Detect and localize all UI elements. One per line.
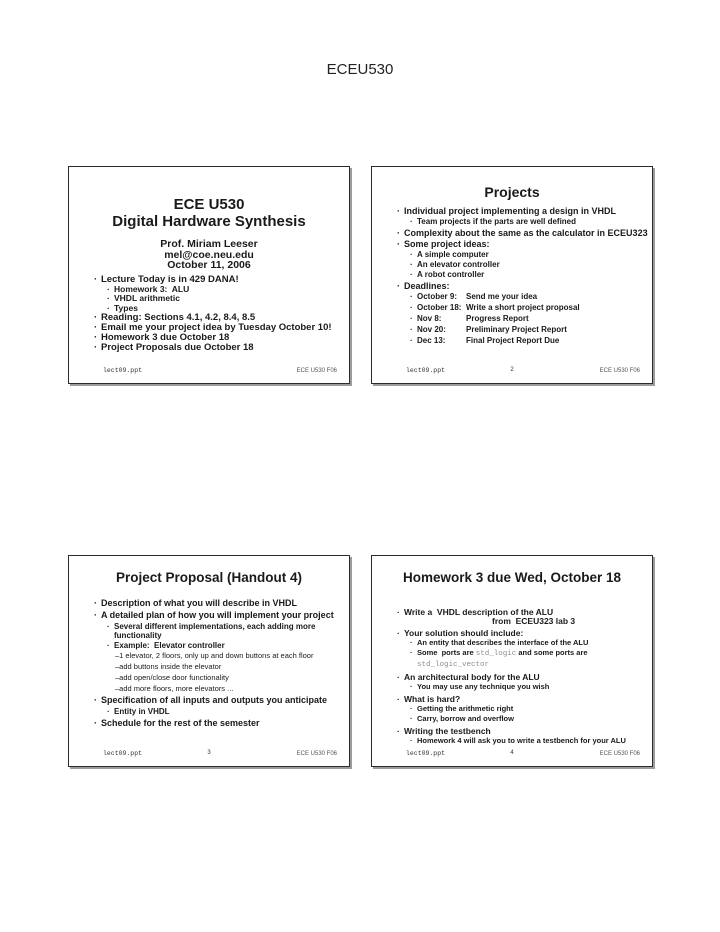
bullet-text: Types	[114, 302, 138, 313]
bullet-text: Deadlines:	[404, 280, 450, 291]
deadline-row	[410, 302, 650, 313]
bullet-text: Homework 4 will ask you to write a testbench for your ALU	[417, 736, 626, 745]
slide-title-line: Projects	[484, 184, 540, 200]
sub-bullet-item	[107, 641, 347, 650]
slide-footer	[372, 367, 652, 374]
bullet-marker: ·	[397, 239, 400, 249]
footer-page-number: 3	[207, 750, 211, 756]
center-text-line	[94, 239, 347, 250]
bullet-marker: ·	[410, 736, 413, 745]
footer-page-number: 4	[510, 750, 514, 756]
slide-title	[372, 184, 652, 200]
bullet-marker: ·	[107, 302, 110, 313]
slide-title-line: Homework 3 due Wed, October 18	[402, 570, 622, 585]
page-header-title: ECEU530	[326, 61, 394, 78]
slide-4	[371, 555, 653, 767]
center-text: Prof. Miriam Leeser	[160, 238, 258, 250]
bullet-text: Team projects if the parts are well defined	[417, 216, 577, 226]
sub-bullet-item	[410, 260, 650, 270]
slide-content	[372, 206, 652, 346]
slide-footer	[372, 750, 652, 757]
bullet-item	[94, 598, 347, 609]
text-segment: Some ports are	[417, 648, 476, 657]
bullet-text: Description of what you will describe in VHDL	[101, 598, 298, 608]
bullet-marker: ·	[94, 273, 98, 285]
bullet-marker: ·	[410, 682, 413, 691]
bullet-text: –1 elevator, 2 floors, only up and down buttons at each floor	[115, 650, 314, 660]
bullet-marker: ·	[397, 726, 400, 736]
bullet-item	[397, 628, 650, 638]
bullet-text: Several different implementations, each adding more functionality	[114, 621, 318, 640]
bullet-text: Example: Elevator controller	[114, 640, 225, 650]
bullet-item	[397, 281, 650, 292]
bullet-text: A detailed plan of how you will implement your project	[101, 610, 334, 621]
code-token: std_logic_vector	[417, 661, 490, 669]
bullet-text: What is hard?	[404, 694, 461, 704]
footer-course-label: ECE U530 F06	[296, 368, 337, 374]
bullet-marker: ·	[107, 283, 110, 294]
bullet-text: Your solution should include:	[404, 628, 524, 638]
sub-bullet-item	[410, 682, 650, 692]
bullet-marker: ·	[397, 672, 400, 682]
code-token: std_logic	[475, 650, 517, 658]
bullet-text: Project Proposals due October 18	[101, 342, 254, 353]
bullet-marker: ·	[397, 628, 400, 638]
slide-title	[69, 570, 349, 585]
sub-bullet-item	[410, 736, 650, 746]
center-text: mel@coe.neu.edu	[164, 248, 254, 261]
bullet-marker: ·	[410, 259, 413, 269]
deadline-desc: Final Project Report Due	[466, 336, 560, 345]
deadline-desc: Write a short project proposal	[466, 303, 580, 312]
bullet-marker: ·	[410, 648, 413, 657]
bullet-text: VHDL arithmetic	[114, 293, 180, 304]
footer-course-label: ECE U530 F06	[296, 751, 337, 757]
continuation-text: from ECEU323 lab 3	[492, 616, 576, 626]
bullet-marker: ·	[397, 227, 400, 238]
deadline-term: October 9:	[417, 292, 458, 301]
footer-filename: lect09.ppt	[406, 750, 446, 757]
deadline-row	[410, 313, 650, 324]
slide-title-line: Digital Hardware Synthesis	[112, 213, 306, 230]
dash-item	[115, 651, 347, 661]
bullet-text: Carry, borrow and overflow	[417, 714, 514, 723]
bullet-marker: ·	[410, 249, 413, 259]
bullet-text: A simple computer	[417, 249, 489, 259]
bullet-marker: ·	[94, 695, 97, 706]
bullet-text: Email me your project idea by Tuesday October 10!	[101, 322, 332, 333]
bullet-text: You may use any technique you wish	[417, 682, 550, 691]
dash-item	[115, 662, 347, 672]
bullet-text: Schedule for the rest of the semester	[101, 717, 260, 728]
bullet-marker: ·	[410, 303, 413, 312]
bullet-marker: ·	[107, 621, 110, 631]
bullet-marker: ·	[94, 332, 98, 343]
bullet-item	[397, 694, 650, 704]
bullet-item	[397, 228, 650, 239]
bullet-text: An architectural body for the ALU	[404, 672, 540, 682]
bullet-marker: ·	[107, 706, 110, 716]
sub-bullet-item	[410, 648, 650, 670]
slide-3	[68, 555, 350, 767]
sub-bullet-item	[107, 622, 347, 641]
bullet-text: Writing the testbench	[404, 726, 491, 736]
bullet-text: Homework 3: ALU	[114, 283, 190, 294]
bullet-marker: ·	[410, 714, 413, 723]
bullet-marker: ·	[410, 336, 413, 345]
bullet-item	[94, 718, 347, 729]
deadline-row	[410, 324, 650, 335]
sub-bullet-item	[410, 714, 650, 724]
slide-title-line: Project Proposal (Handout 4)	[115, 570, 303, 585]
bullet-item	[397, 206, 650, 217]
bullet-text: Complexity about the same as the calculator in ECEU323	[404, 227, 648, 238]
bullet-marker: ·	[397, 280, 400, 291]
bullet-marker: ·	[410, 704, 413, 713]
bullet-text: Homework 3 due October 18	[101, 332, 230, 343]
footer-filename: lect09.ppt	[406, 367, 446, 374]
dash-item	[115, 673, 347, 683]
bullet-text: Specification of all inputs and outputs you anticipate	[101, 695, 328, 706]
sub-bullet-item	[107, 294, 347, 303]
bullet-text: Getting the arithmetic right	[417, 704, 514, 713]
bullet-marker: ·	[397, 607, 400, 617]
sub-bullet-item	[410, 638, 650, 648]
slide-2	[371, 166, 653, 384]
dash-item	[115, 684, 347, 694]
deadline-term: Nov 20:	[417, 325, 446, 334]
bullet-marker: ·	[94, 598, 97, 608]
bullet-item	[94, 695, 347, 706]
bullet-marker: ·	[410, 325, 413, 334]
slide-title	[372, 570, 652, 585]
bullet-item	[397, 672, 650, 682]
bullet-text: An entity that describes the interface of the ALU	[417, 638, 589, 647]
bullet-text	[417, 648, 650, 670]
sub-bullet-item	[410, 250, 650, 260]
bullet-marker: ·	[410, 314, 413, 323]
bullet-marker: ·	[410, 269, 413, 279]
bullet-item	[94, 343, 347, 353]
bullet-marker: ·	[94, 312, 98, 323]
bullet-text: Entity in VHDL	[114, 706, 170, 716]
sub-bullet-item	[410, 217, 650, 227]
bullet-text: Individual project implementing a design in VHDL	[404, 206, 617, 216]
footer-filename: lect09.ppt	[103, 750, 143, 757]
bullet-text: Reading: Sections 4.1, 4.2, 8.4, 8.5	[101, 312, 256, 323]
bullet-text: –add more floors, more elevators ...	[115, 683, 234, 693]
deadline-term: October 18:	[417, 303, 462, 312]
slide-footer	[69, 750, 349, 757]
slide-title-line: ECE U530	[173, 196, 245, 213]
footer-filename: lect09.ppt	[103, 367, 143, 374]
bullet-marker: ·	[94, 322, 98, 333]
sub-bullet-item	[107, 707, 347, 716]
slide-content	[69, 239, 349, 353]
sub-bullet-item	[410, 270, 650, 280]
bullet-marker: ·	[410, 638, 413, 647]
continuation-line	[492, 617, 650, 626]
bullet-marker: ·	[397, 206, 400, 216]
bullet-text: –add open/close door functionality	[115, 672, 229, 682]
bullet-marker: ·	[107, 640, 110, 650]
bullet-text: A robot controller	[417, 269, 485, 279]
center-text-line	[94, 260, 347, 271]
deadline-desc: Send me your idea	[466, 292, 538, 301]
slide-content	[372, 607, 652, 746]
bullet-marker: ·	[94, 610, 97, 621]
footer-course-label: ECE U530 F06	[599, 751, 640, 757]
bullet-text: Lecture Today is in 429 DANA!	[101, 273, 239, 285]
slide-1	[68, 166, 350, 384]
slide-title	[69, 196, 349, 230]
bullet-text: –add buttons inside the elevator	[115, 661, 222, 671]
bullet-marker: ·	[410, 292, 413, 301]
bullet-marker: ·	[94, 717, 97, 728]
bullet-marker: ·	[94, 342, 98, 353]
deadline-row	[410, 335, 650, 346]
center-text: October 11, 2006	[167, 259, 251, 272]
deadline-desc: Preliminary Project Report	[466, 325, 567, 334]
bullet-item	[397, 726, 650, 736]
footer-page-number: 2	[510, 367, 514, 373]
slide-footer	[69, 367, 349, 374]
footer-course-label: ECE U530 F06	[599, 368, 640, 374]
bullet-text: Some project ideas:	[404, 239, 490, 249]
slide-content	[69, 598, 349, 728]
deadline-desc: Progress Report	[466, 314, 529, 323]
bullet-text: Write a VHDL description of the ALU	[404, 607, 554, 617]
bullet-text: An elevator controller	[417, 259, 500, 269]
deadline-term: Dec 13:	[417, 336, 446, 345]
deadline-term: Nov 8:	[417, 314, 442, 323]
bullet-item	[94, 610, 347, 621]
deadline-row	[410, 291, 650, 302]
text-segment: and some ports are	[516, 648, 590, 657]
bullet-marker: ·	[397, 694, 400, 704]
bullet-marker: ·	[410, 216, 413, 226]
bullet-item	[397, 239, 650, 250]
sub-bullet-item	[410, 704, 650, 714]
bullet-marker: ·	[107, 293, 110, 304]
